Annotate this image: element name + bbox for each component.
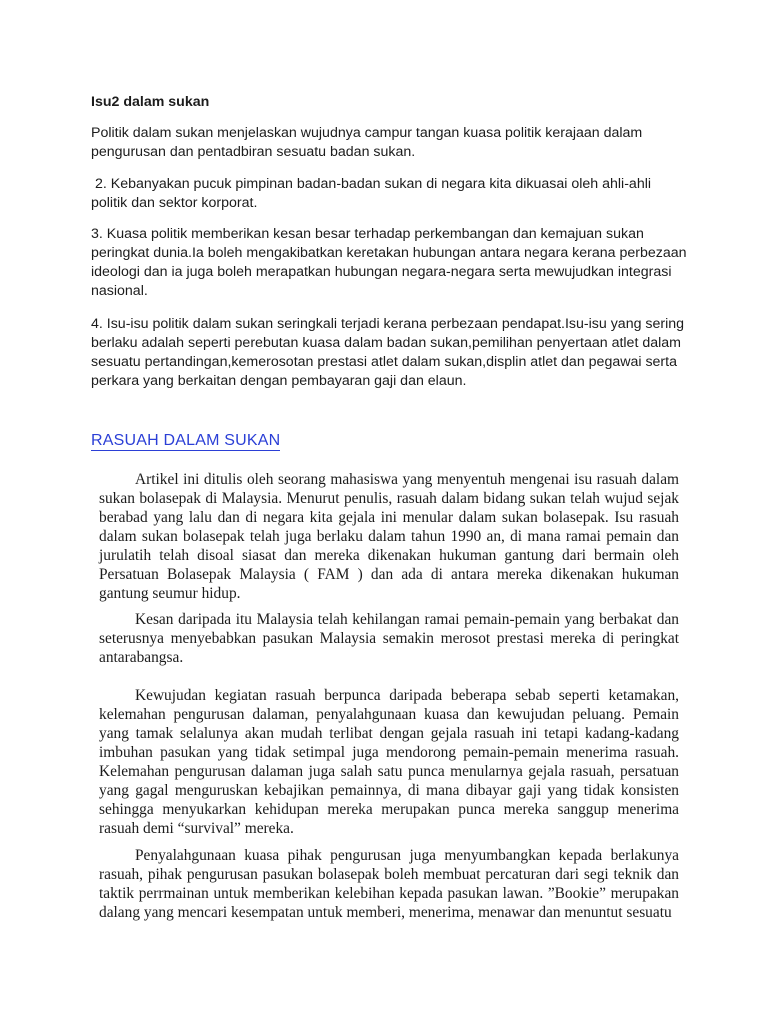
article-paragraph-2: Kesan daripada itu Malaysia telah kehilangan ramai pemain-pemain yang berbakat dan seterusnya menyebabkan pasukan Malaysia semakin merosot prestasi mereka di peringkat antarabangsa. bbox=[99, 611, 679, 666]
intro-paragraph-1: Politik dalam sukan menjelaskan wujudnya campur tangan kuasa politik kerajaan dalam pengurusan dan pentadbiran sesuatu badan sukan. bbox=[91, 125, 643, 160]
article-paragraph-4: Penyalahgunaan kuasa pihak pengurusan juga menyumbangkan kepada berlakunya rasuah, pihak pengurusan pasukan bolasepak boleh membuat percaturan dari segi teknik dan taktik perrmainan untuk memberikan kelebihan kepada pasukan lawan. ”Bookie” merupakan dalang yang mencari kesempatan untuk memberi, menerima, menawar dan menuntut sesuatu bbox=[99, 847, 679, 921]
document-heading: Isu2 dalam sukan bbox=[91, 94, 210, 110]
article-paragraph-3: Kewujudan kegiatan rasuah berpunca daripada beberapa sebab seperti ketamakan, kelemahan pengurusan dalaman, penyalahgunaan kuasa dan kewujudan peluang. Pemain yang tamak selalunya akan mudah terlibat dengan gejala rasuah ini tetapi kadang-kadang imbuhan pasukan yang tidak setimpal juga mendorong pemain-pemain menerima rasuah. Kelemahan pengurusan dalaman juga salah satu punca menularnya gejala rasuah, persatuan yang gagal menguruskan kebajikan pemainnya, di mana dibayar gaji yang tidak konsisten sehingga menyukarkan kehidupan mereka merupakan punca mereka sanggup menerima rasuah demi “survival” mereka. bbox=[99, 687, 679, 837]
intro-paragraph-2: 2. Kebanyakan pucuk pimpinan badan-badan sukan di negara kita dikuasai oleh ahli-ahli politik dan sektor korporat. bbox=[91, 176, 655, 211]
section-link-rasuah[interactable]: RASUAH DALAM SUKAN bbox=[91, 432, 281, 449]
intro-paragraph-4: 4. Isu-isu politik dalam sukan seringkali terjadi kerana perbezaan pendapat.Isu-isu yang sering berlaku adalah seperti perebutan kuasa dalam badan sukan,pemilihan penyertaan atlet dalam sesuatu pertandingan,kemerosotan prestasi atlet dalam sukan,displin atlet dan pegawai serta perkara yang berkaitan dengan pembayaran gaji dan elaun. bbox=[91, 316, 685, 389]
article-paragraph-1: Artikel ini ditulis oleh seorang mahasiswa yang menyentuh mengenai isu rasuah dalam sukan bolasepak di Malaysia. Menurut penulis, rasuah dalam bidang sukan telah wujud sejak berabad yang lalu dan di negara kita gejala ini menular dalam sukan bolasepak. Isu rasuah dalam sukan bolasepak telah juga berlaku dalam tahun 1990 an, di mana ramai pemain dan jurulatih telah disoal siasat dan mereka dikenakan hukuman gantung dari bermain oleh Persatuan Bolasepak Malaysia ( FAM ) dan ada di antara mereka dikenakan hukuman gantung seumur hidup. bbox=[99, 471, 679, 602]
intro-paragraph-3: 3. Kuasa politik memberikan kesan besar terhadap perkembangan dan kemajuan sukan peringkat dunia.Ia boleh mengakibatkan keretakan hubungan antara negara kerana perbezaan ideologi dan ia juga boleh merapatkan hubungan negara-negara serta mewujudkan integrasi nasional. bbox=[91, 226, 687, 299]
